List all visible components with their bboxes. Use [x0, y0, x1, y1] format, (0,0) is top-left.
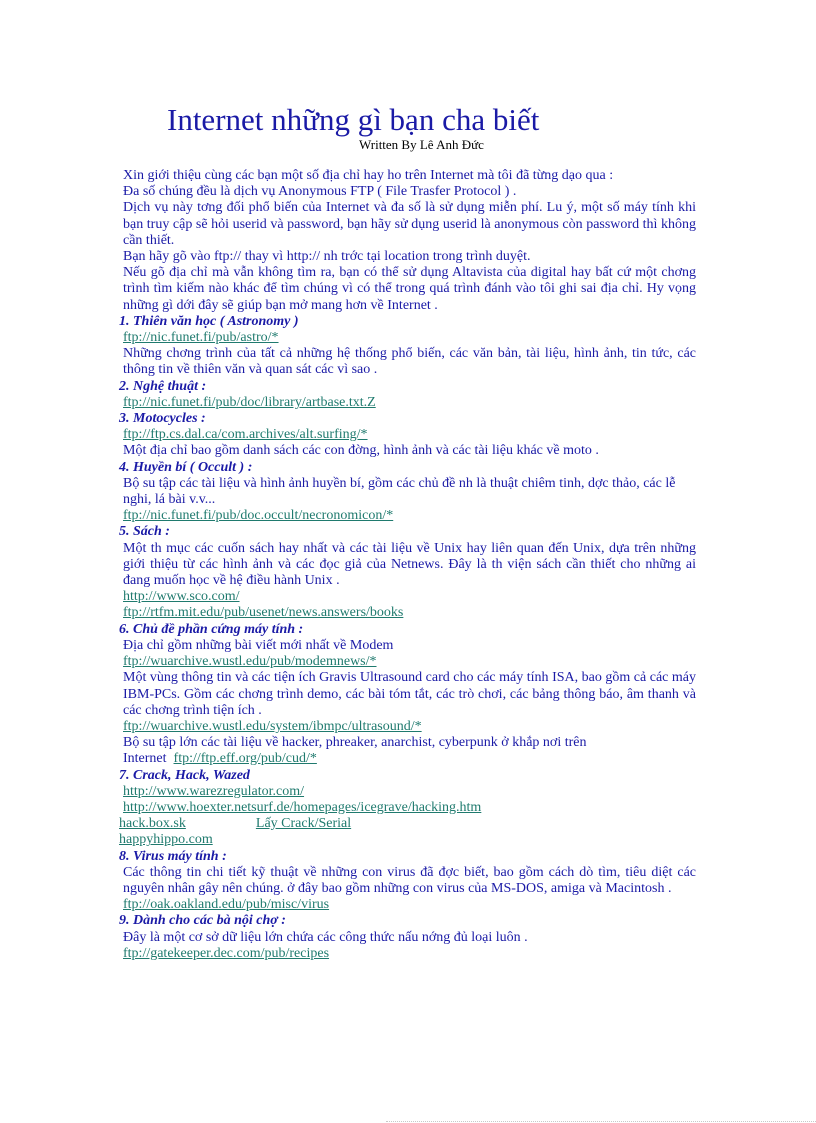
link-art-ftp[interactable]: ftp://nic.funet.fi/pub/doc/library/artbase.txt.Z	[123, 394, 376, 410]
link-hardware-eff[interactable]: ftp://ftp.eff.org/pub/cud/*	[173, 751, 317, 767]
section-heading-motocycles: 3. Motocycles :	[119, 411, 206, 427]
intro-paragraph: Nếu gõ địa chỉ mà vẫn không tìm ra, bạn có thể sử dụng Altavista của digital hay bất cứ một chơng trình tìm kiếm nào khác để tìm chúng vì có thể trong quá trình đánh vào tôi ghi sai địa chỉ. Hy vọng những gì dới đây sẽ giúp bạn mở mang hơn về Internet .	[123, 265, 696, 313]
document-body	[119, 168, 696, 962]
section-heading-virus: 8. Virus máy tính :	[119, 848, 227, 864]
link-books-sco[interactable]: http://www.sco.com/	[123, 589, 240, 605]
section-heading-crack: 7. Crack, Hack, Wazed	[119, 767, 250, 783]
link-astronomy-ftp[interactable]: ftp://nic.funet.fi/pub/astro/*	[123, 330, 279, 346]
intro-paragraph: Bạn hãy gõ vào ftp:// thay vì http:// nh trớc tại location trong trình duyệt.	[123, 249, 531, 265]
section-text-hardware-modem: Địa chỉ gồm những bài viết mới nhất về Modem	[123, 637, 394, 653]
intro-paragraph: Đa số chúng đều là dịch vụ Anonymous FTP ( File Trasfer Protocol ) .	[123, 184, 517, 200]
link-occult-ftp[interactable]: ftp://nic.funet.fi/pub/doc.occult/necronomicon/*	[123, 508, 394, 524]
section-heading-recipes: 9. Dành cho các bà nội chợ :	[119, 913, 286, 929]
crack-links-row	[119, 816, 696, 832]
link-books-rtfm[interactable]: ftp://rtfm.mit.edu/pub/usenet/news.answers/books	[123, 605, 404, 621]
section-heading-occult: 4. Huyền bí ( Occult ) :	[119, 459, 253, 475]
link-crack-warezregulator[interactable]: http://www.warezregulator.com/	[123, 783, 305, 799]
link-hardware-ultrasound[interactable]: ftp://wuarchive.wustl.edu/system/ibmpc/ultrasound/*	[123, 718, 422, 734]
page-bottom-divider	[386, 1121, 816, 1122]
link-hardware-modemnews[interactable]: ftp://wuarchive.wustl.edu/pub/modemnews/*	[123, 654, 377, 670]
intro-paragraph: Dịch vụ này tơng đối phổ biến của Internet và đa số là sử dụng miễn phí. Lu ý, một số máy tính khi bạn truy cập sẽ hỏi userid và password, bạn hãy sử dụng userid là anonymous còn password thì không cần thiết.	[123, 200, 696, 248]
section-text-hardware-hacker	[119, 735, 696, 767]
section-heading-art: 2. Nghệ thuật :	[119, 378, 207, 394]
link-crack-serial[interactable]: Lấy Crack/Serial	[255, 816, 352, 832]
section-text-astronomy: Những chơng trình của tất cả những hệ thống phổ biến, các văn bản, tài liệu, hình ảnh, tin tức, các thông tin về thiên văn và quan sát các vì sao .	[123, 346, 696, 378]
section-text-motocycles: Một địa chỉ bao gồm danh sách các con đờng, hình ảnh và các tài liệu khác về moto .	[123, 443, 599, 459]
link-recipes-gatekeeper[interactable]: ftp://gatekeeper.dec.com/pub/recipes	[123, 945, 330, 961]
section-text-virus: Các thông tin chi tiết kỹ thuật về những con virus đã đợc biết, bao gồm cách dò tìm, tiêu diệt các nguyên nhân gây nên chúng. ở đây bao gồm những con virus của MS-DOS, amiga và Macintosh .	[123, 864, 696, 896]
link-virus-oakland[interactable]: ftp://oak.oakland.edu/pub/misc/virus	[123, 897, 330, 913]
section-heading-hardware: 6. Chủ đề phần cứng máy tính :	[119, 621, 304, 637]
hacker-text: Bộ su tập lớn các tài liệu về hacker, phreaker, anarchist, cyberpunk ở khắp nơi trên Internet	[123, 735, 587, 767]
section-heading-books: 5. Sách :	[119, 524, 170, 540]
section-text-occult: Bộ su tập các tài liệu và hình ảnh huyền bí, gồm các chủ đề nh là thuật chiêm tinh, dợc thảo, các lễ nghi, lá bài v.v...	[123, 475, 676, 508]
section-heading-astronomy: 1. Thiên văn học ( Astronomy )	[119, 313, 299, 329]
document-title: Internet những gì bạn cha biết	[167, 102, 540, 137]
link-crack-happyhippo[interactable]: happyhippo.com	[119, 832, 213, 848]
document-byline: Written By Lê Anh Đức	[359, 137, 484, 152]
section-text-recipes: Đây là một cơ sở dữ liệu lớn chứa các công thức nấu nớng đủ loại luôn .	[123, 929, 528, 945]
link-crack-hoexter[interactable]: http://www.hoexter.netsurf.de/homepages/icegrave/hacking.htm	[123, 799, 482, 815]
section-text-books: Một th mục các cuốn sách hay nhất và các tài liệu về Unix hay liên quan đến Unix, dựa trên những giới thiệu từ các hình ảnh và các đọc giả của Netnews. Đây là th viện sách cần thiết cho những ai đang muốn học về hệ điều hành Unix .	[123, 540, 696, 589]
section-text-hardware-ultrasound: Một vùng thông tin và các tiện ích Gravis Ultrasound card cho các máy tính ISA, bao gồm cả các máy IBM-PCs. Gồm các chơng trình demo, các bài tóm tắt, các trò chơi, các bảng thông báo, âm thanh và các chơng trình tiện ích .	[123, 670, 696, 718]
intro-paragraph: Xin giới thiệu cùng các bạn một số địa chỉ hay ho trên Internet mà tôi đã từng dạo qua :	[123, 168, 614, 183]
link-crack-hackbox[interactable]: hack.box.sk	[119, 816, 186, 832]
link-motocycles-ftp[interactable]: ftp://ftp.cs.dal.ca/com.archives/alt.surfing/*	[123, 427, 368, 443]
